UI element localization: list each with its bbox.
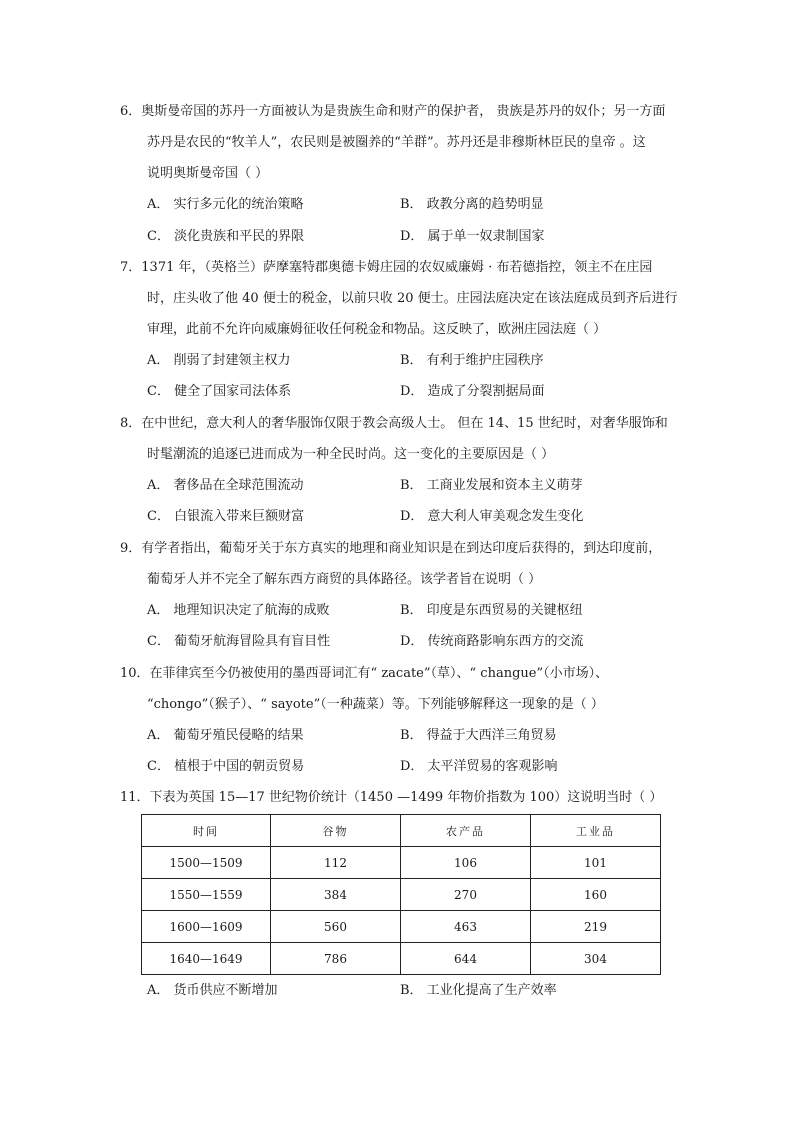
table-cell: 160 <box>531 879 661 911</box>
table-cell: 1500—1509 <box>142 847 271 879</box>
question-9-option-b: B． 印度是东西贸易的关键枢纽 <box>400 603 583 618</box>
question-6-line-3: 说明奥斯曼帝国（ ） <box>147 166 269 181</box>
question-8-line-1: 8．在中世纪，意大利人的奢华服饰仅限于教会高级人士。 但在 14、15 世纪时，对奢华服饰和 <box>120 416 668 431</box>
table-cell: 786 <box>271 943 401 975</box>
table-cell: 219 <box>531 911 661 943</box>
question-10-option-d: D． 太平洋贸易的客观影响 <box>400 759 558 774</box>
question-10-option-c: C． 植根于中国的朝贡贸易 <box>147 759 305 774</box>
question-7-option-b: B． 有利于维护庄园秩序 <box>400 353 544 368</box>
question-10-option-a: A． 葡萄牙殖民侵略的结果 <box>147 728 304 743</box>
table-cell: 304 <box>531 943 661 975</box>
question-7-option-d: D． 造成了分裂割据局面 <box>400 384 545 399</box>
question-8-option-c: C． 白银流入带来巨额财富 <box>147 509 305 524</box>
question-6-option-a: A． 实行多元化的统治策略 <box>147 197 304 212</box>
table-cell: 384 <box>271 879 401 911</box>
table-row <box>142 911 661 943</box>
question-9-option-d: D． 传统商路影响东西方的交流 <box>400 634 584 649</box>
question-9-line-2: 葡萄牙人并不完全了解东西方商贸的具体路径。该学者旨在说明（ ） <box>147 572 542 587</box>
table-cell: 1640—1649 <box>142 943 271 975</box>
question-6-line-2: 苏丹是农民的“牧羊人”，农民则是被圈养的“羊群”。苏丹还是非穆斯林臣民的皇帝 。这 <box>147 135 646 150</box>
table-header-cell: 工业品 <box>531 815 661 847</box>
question-6-option-d: D． 属于单一奴隶制国家 <box>400 229 545 244</box>
question-9-line-1: 9．有学者指出，葡萄牙关于东方真实的地理和商业知识是在到达印度后获得的，到达印度前， <box>120 541 662 556</box>
table-cell: 1550—1559 <box>142 879 271 911</box>
question-10-line-2: “chongo”（猴子）、“ sayote”（一种蔬菜）等。下列能够解释这一现象的是（ ） <box>147 697 604 712</box>
question-8-option-a: A． 奢侈品在全球范围流动 <box>147 478 304 493</box>
table-header-cell: 时间 <box>142 815 271 847</box>
question-7-option-c: C． 健全了国家司法体系 <box>147 384 292 399</box>
question-9-option-c: C． 葡萄牙航海冒险具有盲目性 <box>147 634 331 649</box>
table-cell: 112 <box>271 847 401 879</box>
question-6-option-c: C． 淡化贵族和平民的界限 <box>147 229 305 244</box>
price-index-table <box>141 814 661 975</box>
question-10-option-b: B． 得益于大西洋三角贸易 <box>400 728 557 743</box>
table-row <box>142 847 661 879</box>
table-cell: 101 <box>531 847 661 879</box>
table-cell: 106 <box>401 847 531 879</box>
question-8-option-b: B． 工商业发展和资本主义萌芽 <box>400 478 583 493</box>
question-10-line-1: 10．在菲律宾至今仍被使用的墨西哥词汇有“ zacate”（草）、“ changue”（小市场）、 <box>120 666 609 681</box>
table-cell: 644 <box>401 943 531 975</box>
question-11-line-1: 11．下表为英国 15—17 世纪物价统计（1450 —1499 年物价指数为 100）这说明当时（ ） <box>120 790 663 805</box>
question-11-option-a: A． 货币供应不断增加 <box>147 983 278 998</box>
question-7-option-a: A． 削弱了封建领主权力 <box>147 353 291 368</box>
question-11-option-b: B． 工业化提高了生产效率 <box>400 983 557 998</box>
table-header-cell: 谷物 <box>271 815 401 847</box>
question-7-line-3: 审理，此前不允许向威廉姆征收任何税金和物品。这反映了，欧洲庄园法庭（ ） <box>147 322 607 337</box>
question-9-option-a: A． 地理知识决定了航海的成败 <box>147 603 330 618</box>
table-row <box>142 879 661 911</box>
question-6-option-b: B． 政教分离的趋势明显 <box>400 197 544 212</box>
table-cell: 1600—1609 <box>142 911 271 943</box>
question-8-option-d: D． 意大利人审美观念发生变化 <box>400 509 584 524</box>
question-7-line-1: 7．1371 年，（英格兰）萨摩塞特郡奥德卡姆庄园的农奴威廉姆 · 布若德指控，领主不在庄园 <box>120 260 653 275</box>
table-cell: 560 <box>271 911 401 943</box>
question-8-line-2: 时髦潮流的追逐已进而成为一种全民时尚。这一变化的主要原因是（ ） <box>147 447 555 462</box>
table-cell: 463 <box>401 911 531 943</box>
table-cell: 270 <box>401 879 531 911</box>
question-6-line-1: 6．奥斯曼帝国的苏丹一方面被认为是贵族生命和财产的保护者， 贵族是苏丹的奴仆；另一方面 <box>120 104 666 119</box>
table-header-cell: 农产品 <box>401 815 531 847</box>
question-7-line-2: 时，庄头收了他 40 便士的税金，以前只收 20 便士。庄园法庭决定在该法庭成员到齐后进行 <box>147 291 678 306</box>
table-header-row <box>142 815 661 847</box>
table-row <box>142 943 661 975</box>
